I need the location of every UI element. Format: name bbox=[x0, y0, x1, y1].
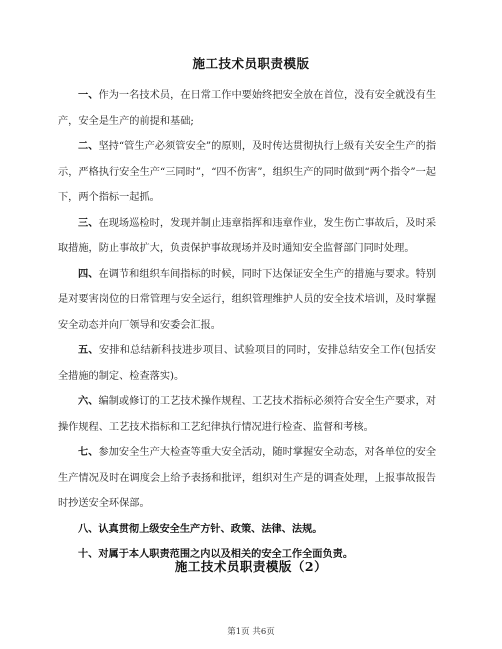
paragraph-number: 四、 bbox=[78, 267, 99, 280]
paragraph-text: 安排和总结新科技进步项目、试验项目的同时，安排总结安全工作(包括安全措施的制定、检查落实)。 bbox=[58, 345, 436, 382]
paragraph-number: 三、 bbox=[78, 216, 99, 229]
paragraph-number: 七、 bbox=[78, 446, 99, 458]
paragraph-text: 在调节和组织车间指标的时候，同时下达保证安全生产的措施与要求。特别是对要害岗位的日常管理与安全运行，组织管理维护人员的安全技术培训，及时掌握安全动态并向厂领导和安委会汇报。 bbox=[58, 268, 437, 331]
paragraph-number: 五、 bbox=[78, 344, 99, 356]
paragraph-number: 二、 bbox=[78, 140, 99, 152]
paragraph-1 bbox=[58, 83, 436, 134]
paragraph-10: 十、对属于本人职责范围之内以及相关的安全工作全面负责。 bbox=[78, 548, 354, 560]
paragraph-6 bbox=[58, 389, 436, 440]
paragraph-5 bbox=[58, 338, 436, 389]
paragraph-text: 参加安全生产大检查等重大安全活动，随时掌握安全动态，对各单位的安全生产情况及时在调度会上给予表扬和批评，组织对生产是的调查处理，上报事故报告时抄送安全环保部。 bbox=[58, 447, 437, 509]
paragraph-8: 八、认真贯彻上级安全生产方针、政策、法律、法规。 bbox=[78, 522, 323, 535]
paragraph-2 bbox=[58, 134, 436, 211]
paragraph-text: 在现场巡检时，发现并制止违章指挥和违章作业，发生伤亡事故后，及时采取措施，防止事故扩大，负责保护事故现场并及时通知安全监督部门同时处理。 bbox=[58, 217, 437, 254]
paragraph-text: 作为一名技术员，在日常工作中要始终把安全放在首位，没有安全就没有生产，安全是生产的前提和基础; bbox=[58, 90, 437, 127]
paragraph-number: 一、 bbox=[78, 89, 99, 101]
paragraph-text: 编制或修订的工艺技术操作规程、工艺技术指标必须符合安全生产要求，对操作规程、工艺技术指标和工艺纪律执行情况进行检查、监督和考核。 bbox=[58, 396, 437, 433]
page-footer: 第1页 共6页 bbox=[227, 627, 275, 637]
document-title: 施工技术员职责模版 bbox=[192, 56, 310, 71]
paragraph-3 bbox=[58, 211, 436, 262]
paragraph-number: 六、 bbox=[78, 395, 99, 407]
paragraph-text: 坚持“管生产必须管安全”的原则，及时传达贯彻执行上级有关安全生产的指示，严格执行安全生产“三同时”，“四不伤害”，组织生产的同时做到“两个指令”一起下，两个指标一起抓。 bbox=[58, 141, 437, 203]
section-title: 施工技术员职责模版（2） bbox=[174, 559, 328, 574]
paragraph-7 bbox=[58, 440, 436, 517]
paragraph-4 bbox=[58, 262, 436, 339]
document-body bbox=[58, 83, 436, 568]
